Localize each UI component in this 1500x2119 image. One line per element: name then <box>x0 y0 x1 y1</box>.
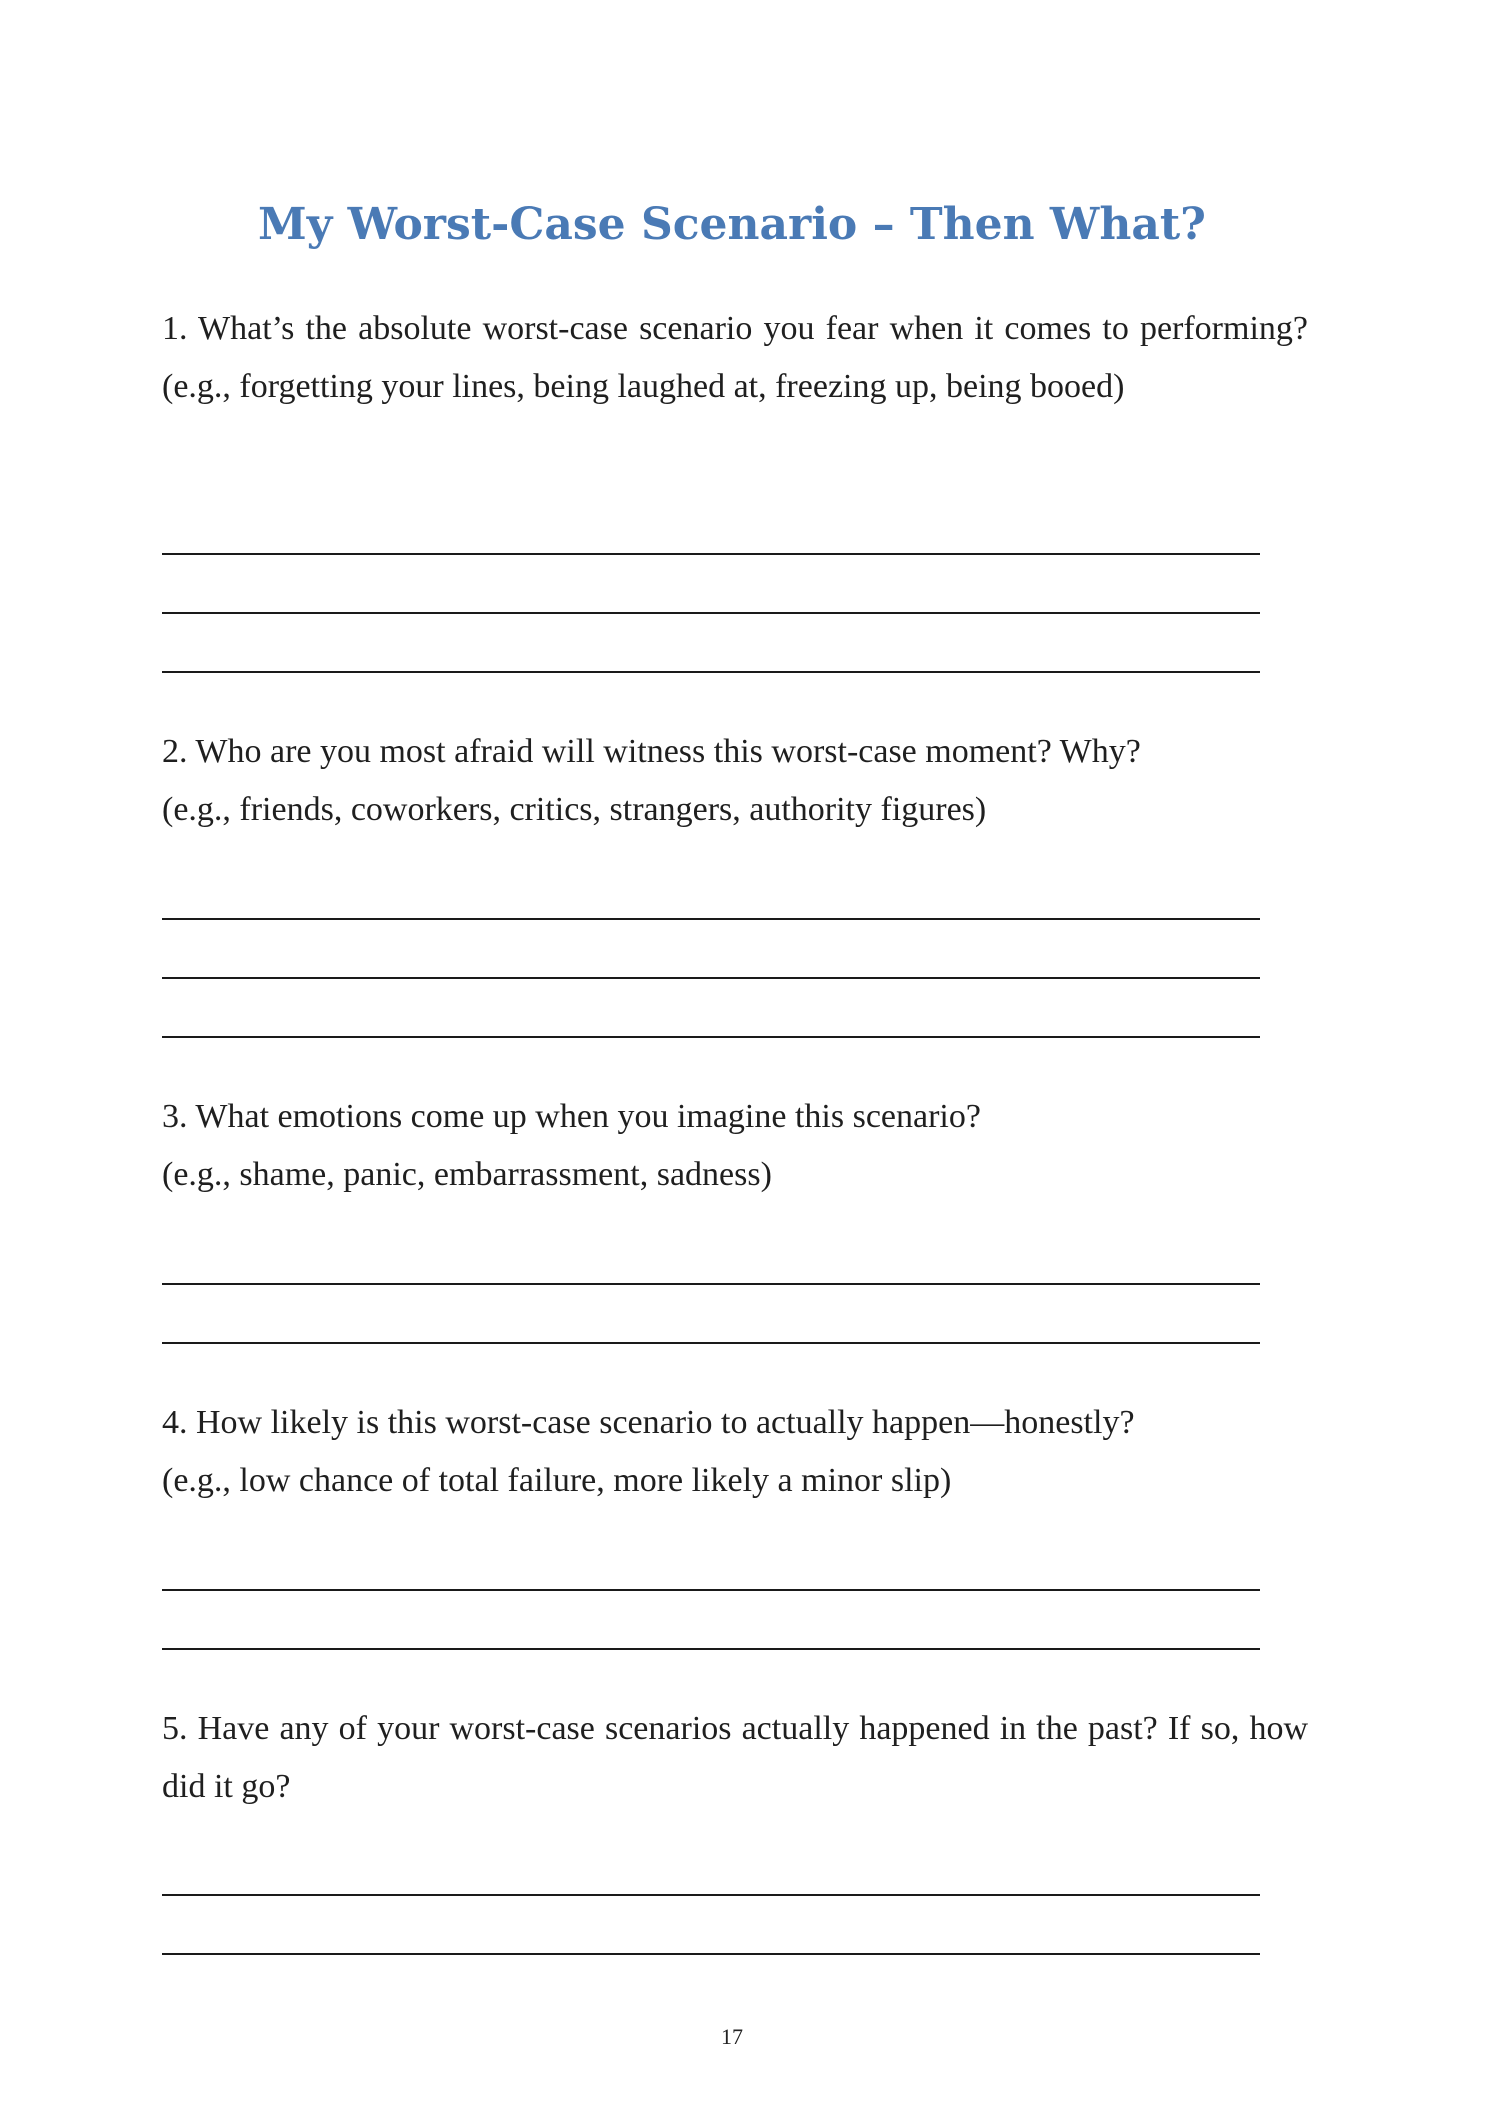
answer-line[interactable] <box>162 1953 1260 1955</box>
question-4: 4. How likely is this worst-case scenario to actually happen—honestly? <box>162 1404 1135 1441</box>
question-2-examples: (e.g., friends, coworkers, critics, strangers, authority figures) <box>162 791 987 828</box>
answer-line[interactable] <box>162 612 1260 614</box>
page-number: 17 <box>721 2024 743 2049</box>
question-2: 2. Who are you most afraid will witness this worst-case moment? Why? <box>162 733 1141 770</box>
question-5: 5. Have any of your worst-case scenarios actually happened in the past? If so, how did it go? <box>162 1710 1308 1805</box>
question-3: 3. What emotions come up when you imagine this scenario? <box>162 1098 981 1135</box>
page-title: My Worst-Case Scenario – Then What? <box>258 199 1206 250</box>
answer-line[interactable] <box>162 918 1260 920</box>
question-1: 1. What’s the absolute worst-case scenario you fear when it comes to performing? (e.g., forgetting your lines, being laughed at, freezing up, being booed) <box>162 310 1308 405</box>
answer-line[interactable] <box>162 1648 1260 1650</box>
answer-line[interactable] <box>162 553 1260 555</box>
answer-line[interactable] <box>162 1589 1260 1591</box>
answer-line[interactable] <box>162 1283 1260 1285</box>
answer-line[interactable] <box>162 671 1260 673</box>
answer-line[interactable] <box>162 1894 1260 1896</box>
question-3-examples: (e.g., shame, panic, embarrassment, sadness) <box>162 1156 772 1193</box>
question-4-examples: (e.g., low chance of total failure, more likely a minor slip) <box>162 1462 952 1499</box>
answer-line[interactable] <box>162 1036 1260 1038</box>
answer-line[interactable] <box>162 1342 1260 1344</box>
answer-line[interactable] <box>162 977 1260 979</box>
